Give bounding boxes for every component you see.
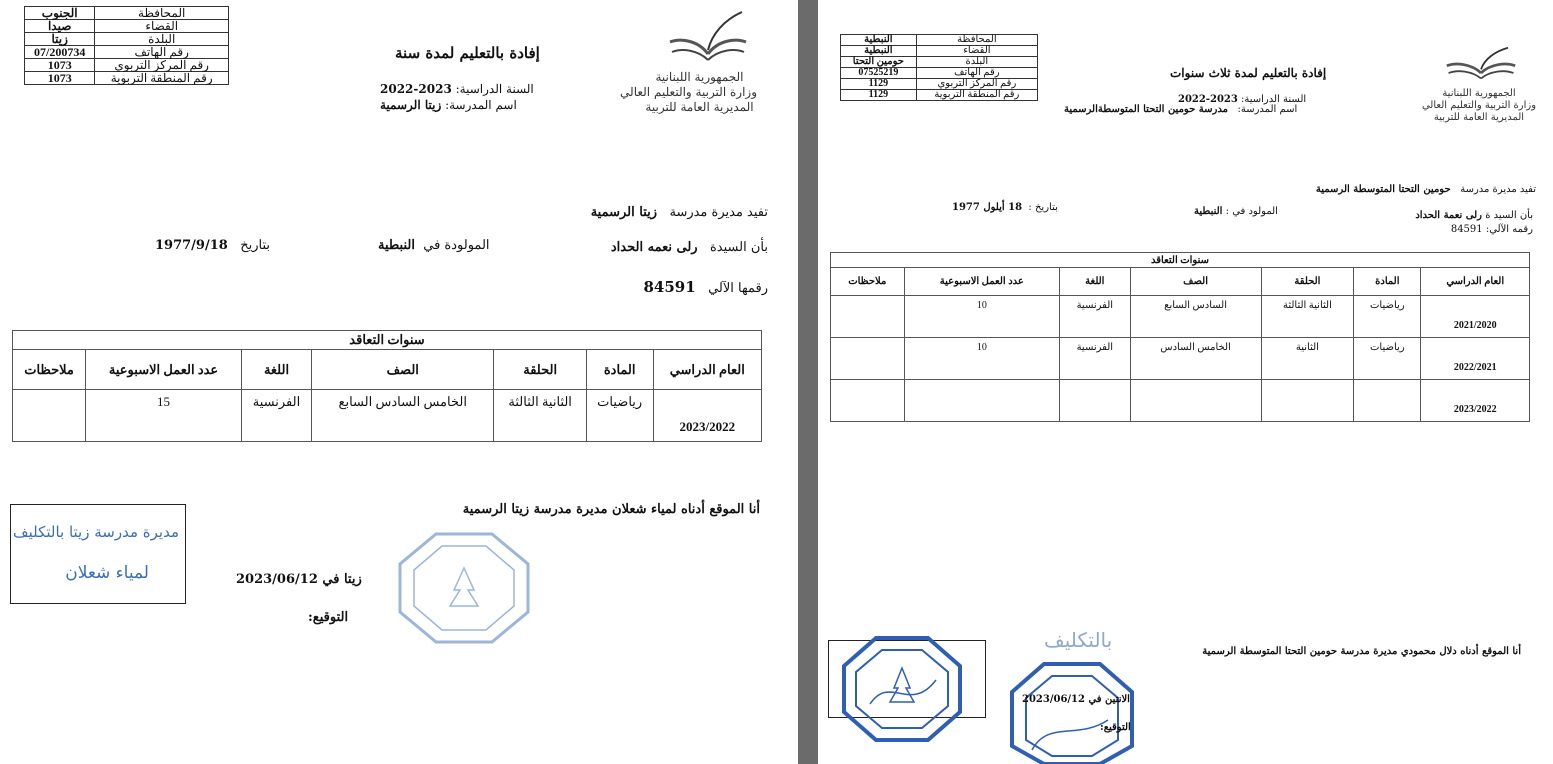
contract-table-right xyxy=(830,252,1530,422)
table-cell: رياضيات xyxy=(586,390,653,442)
info-row xyxy=(841,79,1038,90)
declare-label: تفيد مديرة مدرسة xyxy=(669,205,768,220)
column-header: اللغة xyxy=(1060,268,1131,296)
column-header: العام الدراسي xyxy=(653,350,761,390)
person-label: بأن السيد ة xyxy=(1485,210,1533,221)
info-value: 1129 xyxy=(841,90,917,101)
born-label: المولودة في xyxy=(423,238,490,253)
table-cell: 2021/2020 xyxy=(1421,296,1530,338)
info-value: زيتا xyxy=(25,33,95,46)
table-row xyxy=(13,390,762,442)
info-table-body xyxy=(25,7,229,85)
ministry-block xyxy=(1420,88,1538,124)
column-header: عدد العمل الاسبوعية xyxy=(904,268,1059,296)
born-line xyxy=(1194,206,1278,217)
info-value: الجنوب xyxy=(25,7,95,20)
table-cell: رياضيات xyxy=(1354,296,1421,338)
table-row xyxy=(831,338,1530,380)
book-logo-icon xyxy=(668,10,748,68)
person-label: بأن السيدة xyxy=(710,240,768,255)
school-label: اسم المدرسة: xyxy=(445,98,517,112)
born-place: النبطية xyxy=(1194,206,1223,217)
person-line xyxy=(611,240,768,255)
info-table-left xyxy=(24,6,229,85)
table-cell: السادس السابع xyxy=(1130,296,1261,338)
table-cell: الثانية الثالثة xyxy=(1261,296,1354,338)
declaration-line xyxy=(1316,184,1536,195)
school-seal-icon xyxy=(1008,660,1136,764)
table-cell: الفرنسية xyxy=(242,390,312,442)
book-logo-icon xyxy=(1444,46,1518,82)
doc-title: إفادة بالتعليم لمدة سنة xyxy=(395,44,540,62)
info-value: 1073 xyxy=(25,59,95,72)
table-cell: الفرنسية xyxy=(1060,296,1131,338)
id-label: رقمه الآلي: xyxy=(1485,224,1533,235)
date-label: بتاريخ : xyxy=(1028,202,1058,213)
document-page-right xyxy=(818,0,1553,764)
table-cell: رياضيات xyxy=(1354,338,1421,380)
sig-line-2: لمياء شعلان xyxy=(65,563,149,583)
info-label: البلدة xyxy=(95,33,229,46)
born-label: المولود في : xyxy=(1225,206,1278,217)
ministry-line-2: وزارة التربية والتعليم العالي xyxy=(620,85,757,99)
signature-box xyxy=(10,504,186,604)
column-header: ملاحظات xyxy=(831,268,905,296)
year-label: السنة الدراسية: xyxy=(455,82,534,96)
ministry-line-2: وزارة التربية والتعليم العالي xyxy=(1421,100,1537,111)
info-label: المحافظة xyxy=(916,35,1037,46)
date-line xyxy=(952,202,1058,213)
table-cell xyxy=(831,380,905,422)
info-table-body xyxy=(841,35,1038,101)
place-date: زيتا في 2023/06/12 xyxy=(236,572,362,587)
info-value: حومين التحتا xyxy=(841,57,917,68)
official-seal-icon xyxy=(396,530,532,646)
table-cell: الثانية الثالثة xyxy=(494,390,586,442)
born-line xyxy=(378,238,490,253)
person-name: رلى نعمة الحداد xyxy=(1415,210,1483,221)
contract-table-left xyxy=(12,330,762,442)
table-cell: 10 xyxy=(904,296,1059,338)
signer-text: أنا الموقع أدناه لمياء شعلان مديرة مدرسة زيتا الرسمية xyxy=(462,502,760,517)
signature-label: التوقيع: xyxy=(1100,722,1131,733)
table-cell xyxy=(1130,380,1261,422)
table-row xyxy=(831,296,1530,338)
table-header-row xyxy=(13,350,762,390)
info-label: رقم المنطقة التربوية xyxy=(95,72,229,85)
table-cell: 15 xyxy=(86,390,242,442)
ministry-block xyxy=(620,70,757,115)
info-label: البلدة xyxy=(916,57,1037,68)
info-row xyxy=(25,46,229,59)
info-row xyxy=(25,33,229,46)
table-cell: 2023/2022 xyxy=(1421,380,1530,422)
ministry-line-1: الجمهورية اللبنانية xyxy=(655,70,744,84)
info-label: رقم المنطقة التربوية xyxy=(916,90,1037,101)
info-label: القضاء xyxy=(916,46,1037,57)
year-value: 2023-2022 xyxy=(1178,94,1238,105)
date-value: 18 أيلول 1977 xyxy=(952,202,1023,213)
school-label: اسم المدرسة: xyxy=(1237,104,1298,115)
place-date: الانتين في 2023/06/12 xyxy=(1022,694,1130,705)
doc-title: إفادة بالتعليم لمدة ثلاث سنوات xyxy=(1170,66,1327,80)
info-value: 07/200734 xyxy=(25,46,95,59)
declare-school: زيتا الرسمية xyxy=(590,205,658,220)
info-row xyxy=(25,72,229,85)
info-value: النبطية xyxy=(841,46,917,57)
school-line xyxy=(1064,104,1297,115)
table-cell: 2023/2022 xyxy=(653,390,761,442)
id-value: 84591 xyxy=(643,278,696,296)
info-row xyxy=(841,57,1038,68)
info-row xyxy=(841,46,1038,57)
ministry-line-3: المديرية العامة للتربية xyxy=(645,100,754,114)
table-cell xyxy=(1354,380,1421,422)
column-header: الحلقة xyxy=(494,350,586,390)
year-value: 2023-2022 xyxy=(380,82,452,96)
table-cell xyxy=(13,390,86,442)
declare-school: حومين التحتا المتوسطة الرسمية xyxy=(1315,184,1451,195)
table-row xyxy=(831,380,1530,422)
id-label: رقمها الآلي xyxy=(708,281,768,296)
declaration-line xyxy=(591,205,768,220)
info-row xyxy=(25,59,229,72)
info-label: رقم المركز التربوي xyxy=(916,79,1037,90)
date-line xyxy=(155,238,270,253)
table-cell xyxy=(831,296,905,338)
id-line xyxy=(1451,224,1533,235)
table-cell: 10 xyxy=(904,338,1059,380)
table-cell xyxy=(1261,380,1354,422)
id-value: 84591 xyxy=(1450,224,1483,235)
id-line xyxy=(643,278,768,296)
date-value: 1977/9/18 xyxy=(155,238,228,253)
info-value: صيدا xyxy=(25,20,95,33)
school-value: مدرسة حومين التحتا المتوسطةالرسمية xyxy=(1064,104,1228,115)
official-seal-icon xyxy=(840,634,964,744)
signature-label: التوقيع: xyxy=(308,610,349,625)
ministry-line-3: المديرية العامة للتربية xyxy=(1433,112,1525,123)
column-header: الصف xyxy=(312,350,494,390)
table-cell: الثانية xyxy=(1261,338,1354,380)
info-label: المحافظة xyxy=(95,7,229,20)
table-cell xyxy=(904,380,1059,422)
date-label: بتاريخ xyxy=(240,238,271,253)
info-label: رقم الهاتف xyxy=(95,46,229,59)
table-cell: الفرنسية xyxy=(1060,338,1131,380)
info-row xyxy=(25,20,229,33)
declare-label: تفيد مديرة مدرسة xyxy=(1460,184,1536,195)
person-line xyxy=(1415,210,1533,221)
info-row xyxy=(841,68,1038,79)
school-line xyxy=(380,98,517,112)
info-label: رقم المركز التربوي xyxy=(95,59,229,72)
column-header: المادة xyxy=(586,350,653,390)
signer-text: أنا الموقع أدناه دلال محمودي مديرة مدرسة حومين التحتا المتوسطة الرسمية xyxy=(1202,646,1521,657)
info-value: النبطية xyxy=(841,35,917,46)
info-label: القضاء xyxy=(95,20,229,33)
year-label: السنة الدراسية: xyxy=(1241,94,1307,105)
info-value: 1073 xyxy=(25,72,95,85)
column-header: ملاحظات xyxy=(13,350,86,390)
ministry-line-1: الجمهورية اللبنانية xyxy=(1442,88,1516,99)
info-row xyxy=(25,7,229,20)
table-body xyxy=(831,296,1530,422)
info-value: 1129 xyxy=(841,79,917,90)
table-cell xyxy=(1060,380,1131,422)
table-cell: الخامس السادس xyxy=(1130,338,1261,380)
column-header: عدد العمل الاسبوعية xyxy=(86,350,242,390)
column-header: الصف xyxy=(1130,268,1261,296)
info-value: 07525219 xyxy=(841,68,917,79)
table-cell: الخامس السادس السابع xyxy=(312,390,494,442)
year-line xyxy=(380,82,534,96)
column-header: الحلقة xyxy=(1261,268,1354,296)
column-header: اللغة xyxy=(242,350,312,390)
table-cell: 2022/2021 xyxy=(1421,338,1530,380)
info-row xyxy=(841,35,1038,46)
info-label: رقم الهاتف xyxy=(916,68,1037,79)
table-body xyxy=(13,390,762,442)
column-header: العام الدراسي xyxy=(1421,268,1530,296)
table-header-row xyxy=(831,268,1530,296)
info-table-right xyxy=(840,34,1038,101)
table-title: سنوات التعاقد xyxy=(831,253,1530,268)
table-title: سنوات التعاقد xyxy=(13,331,762,350)
person-name: رلى نعمه الحداد xyxy=(610,240,698,255)
column-header: المادة xyxy=(1354,268,1421,296)
school-value: زيتا الرسمية xyxy=(380,98,442,112)
table-cell xyxy=(831,338,905,380)
info-row xyxy=(841,90,1038,101)
sig-line-1: مديرة مدرسة زيتا بالتكليف xyxy=(13,523,179,541)
handwritten-note: بالتكليف xyxy=(1044,628,1113,652)
born-place: النبطية xyxy=(378,238,415,253)
